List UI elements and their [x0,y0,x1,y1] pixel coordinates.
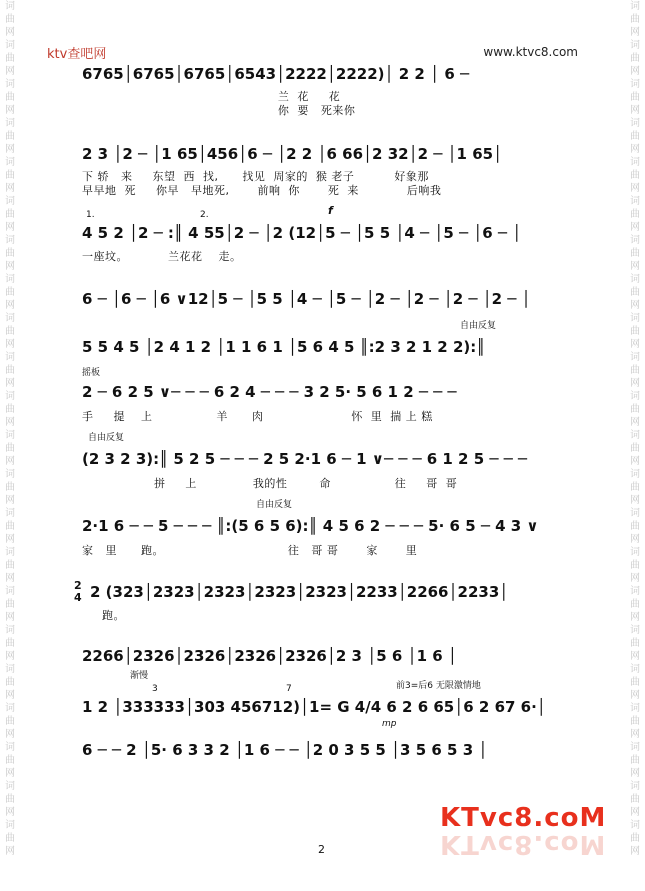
page-number: 2 [318,843,325,856]
watermark-glyph: 词 [630,1,640,12]
watermark-glyph: 网 [630,768,640,779]
watermark-glyph: 曲 [630,521,640,532]
free-repeat-label: 自由反复 [256,500,293,510]
lyrics-line-1: 一座坟。 兰花花 走。 [82,250,242,263]
watermark-glyph: 词 [5,508,15,519]
watermark-glyph: 曲 [630,599,640,610]
watermark-glyph: 曲 [630,560,640,571]
notes-line: 2·1 6 ─ ─ 5 ─ ─ ─ ║:(5 6 5 6):║ 4 5 6 2 ─ ─ ─ 5· 6 5 ─ 4 3 ∨ [82,517,539,535]
watermark-glyph: 网 [630,456,640,467]
watermark-glyph: 词 [630,469,640,480]
watermark-glyph: 词 [630,274,640,285]
watermark-glyph: 网 [5,846,15,857]
free-repeat-label: 自由反复 [460,321,497,331]
dynamic-mezzo-piano: mp [382,719,397,729]
watermark-glyph: 网 [630,300,640,311]
watermark-glyph: 词 [630,40,640,51]
left-watermark-column [2,0,18,858]
notes-line: (2 3 2 3):║ 5 2 5 ─ ─ ─ 2 5 2·1 6 ─ 1 ∨─ ─ ─ 6 1 2 5 ─ ─ ─ [82,450,527,468]
watermark-glyph: 词 [630,313,640,324]
watermark-glyph: 曲 [5,404,15,415]
score-row-5 [82,321,574,363]
score-row-7 [82,433,574,495]
watermark-glyph: 曲 [5,755,15,766]
watermark-glyph: 曲 [5,365,15,376]
free-repeat-label: 自由反复 [88,433,125,443]
notes-line: 6765│6765│6765│6543│2222│2222)│ 2 2 │ 6 ─ [82,65,470,83]
site-url: www.ktvc8.com [483,45,578,59]
watermark-glyph: 词 [5,235,15,246]
watermark-glyph: 网 [5,261,15,272]
watermark-glyph: 曲 [630,677,640,688]
watermark-glyph: 网 [630,261,640,272]
watermark-glyph: 网 [5,573,15,584]
tuplet-mark-7: 7 [286,684,292,694]
score-row-6 [82,368,574,428]
notes-line: 2 (323│2323│2323│2323│2323│2233│2266│2233│ [90,583,509,601]
lyrics-line-1: 手 提 上 羊 肉 怀 里 揣 上 糕 [82,410,433,423]
watermark-glyph: 网 [630,144,640,155]
watermark-glyph: 词 [630,547,640,558]
watermark-glyph: 词 [5,79,15,90]
gradually-slower-mark: 渐慢 [130,671,149,681]
notes-line: 5 5 4 5 │2 4 1 2 │1 1 6 1 │5 6 4 5 ║:2 3 2 1 2 2):║ [82,338,486,356]
watermark-glyph: 网 [5,222,15,233]
watermark-glyph: 网 [630,729,640,740]
watermark-glyph: 词 [5,586,15,597]
watermark-glyph: 网 [5,27,15,38]
lyrics-line-1: 家 里 跑。 往 哥 哥 家 里 [82,544,418,557]
site-logo-reflection: KTvc8.coM [440,829,607,859]
watermark-glyph: 词 [630,742,640,753]
watermark-glyph: 网 [630,534,640,545]
notes-line: 1 2 │333333│303 456712)│1= G 4/4 6 2 6 65│6 2 67 6·│ [82,698,546,716]
notes-line: 6 ─ ─ 2 │5· 6 3 3 2 │1 6 ─ ─ │2 0 3 5 5 │3 5 6 5 3 │ [82,741,488,759]
watermark-glyph: 网 [630,105,640,116]
watermark-glyph: 曲 [5,287,15,298]
watermark-glyph: 词 [630,196,640,207]
watermark-glyph: 词 [5,40,15,51]
watermark-glyph: 曲 [5,560,15,571]
watermark-glyph: 曲 [630,53,640,64]
watermark-glyph: 网 [630,378,640,389]
watermark-glyph: 曲 [5,599,15,610]
key-change-note: 前3=后6 无限激情地 [396,681,481,691]
watermark-glyph: 曲 [5,14,15,25]
watermark-glyph: 词 [5,664,15,675]
watermark-glyph: 曲 [630,794,640,805]
score-row-9 [74,581,574,626]
watermark-glyph: 词 [5,352,15,363]
watermark-glyph: 网 [5,339,15,350]
watermark-glyph: 词 [5,820,15,831]
watermark-glyph: 网 [630,339,640,350]
lyrics-line-1: 兰 花 花 [82,90,341,103]
watermark-glyph: 网 [5,66,15,77]
lyrics-line-1: 跑。 [90,609,125,622]
watermark-glyph: 曲 [630,287,640,298]
watermark-glyph: 词 [5,313,15,324]
notes-line: 2266│2326│2326│2326│2326│2 3 │5 6 │1 6 │ [82,647,457,665]
lyrics-line-2: 你 要 死来你 [82,104,356,117]
watermark-glyph: 词 [630,79,640,90]
watermark-glyph: 网 [5,768,15,779]
score-row-10 [82,645,574,685]
watermark-glyph: 词 [5,547,15,558]
watermark-glyph: 词 [630,430,640,441]
watermark-glyph: 曲 [630,92,640,103]
watermark-glyph: 曲 [630,14,640,25]
right-watermark-column [627,0,643,858]
watermark-glyph: 曲 [5,53,15,64]
watermark-glyph: 网 [630,27,640,38]
watermark-glyph: 曲 [630,209,640,220]
lyrics-line-1: 下 轿 来 东望 西 找, 找见 周家的 猴 老子 好象那 [82,170,429,183]
watermark-glyph: 词 [630,586,640,597]
watermark-glyph: 曲 [5,170,15,181]
watermark-glyph: 网 [630,651,640,662]
watermark-glyph: 曲 [5,482,15,493]
watermark-glyph: 网 [5,495,15,506]
watermark-glyph: 词 [5,742,15,753]
watermark-glyph: 词 [5,1,15,12]
watermark-glyph: 词 [630,391,640,402]
watermark-glyph: 网 [630,183,640,194]
notes-line: 4 5 2 │2 ─ :║ 4 55│2 ─ │2 (12│5 ─ │5 5 │4 ─ │5 ─ │6 ─ │ [82,224,522,242]
watermark-glyph: 词 [5,430,15,441]
watermark-glyph: 网 [5,729,15,740]
watermark-glyph: 网 [630,846,640,857]
watermark-glyph: 网 [5,183,15,194]
score-row-2 [82,143,574,203]
watermark-glyph: 曲 [5,209,15,220]
score-row-12 [82,739,574,779]
watermark-glyph: 词 [5,781,15,792]
lyrics-line-2: 早早地 死 你早 早地死, 前响 你 死 来 后响我 [82,184,442,197]
watermark-glyph: 网 [5,105,15,116]
watermark-glyph: 曲 [5,326,15,337]
watermark-glyph: 曲 [630,326,640,337]
site-brand-left: ktv查吧网 [47,47,107,62]
watermark-glyph: 词 [5,157,15,168]
watermark-glyph: 词 [630,235,640,246]
watermark-glyph: 词 [5,196,15,207]
score-row-11 [82,681,574,733]
tempo-mark-yaoban: 摇板 [82,368,101,378]
watermark-glyph: 曲 [5,794,15,805]
watermark-glyph: 曲 [630,755,640,766]
score-row-1 [82,63,574,123]
watermark-glyph: 曲 [5,443,15,454]
notes-line: 2 3 │2 ─ │1 65│456│6 ─ │2 2 │6 66│2 32│2 ─ │1 65│ [82,145,503,163]
volta-1-label: 1. [86,210,95,220]
volta-2-label: 2. [200,210,209,220]
watermark-glyph: 网 [5,651,15,662]
watermark-glyph: 词 [5,469,15,480]
watermark-glyph: 词 [630,118,640,129]
watermark-glyph: 曲 [5,716,15,727]
watermark-glyph: 网 [630,222,640,233]
watermark-glyph: 曲 [5,92,15,103]
watermark-glyph: 网 [5,807,15,818]
watermark-glyph: 曲 [630,365,640,376]
watermark-glyph: 曲 [630,716,640,727]
time-signature-top: 2 [74,579,82,592]
watermark-glyph: 网 [5,144,15,155]
watermark-glyph: 曲 [5,638,15,649]
watermark-glyph: 网 [5,378,15,389]
watermark-glyph: 曲 [630,638,640,649]
watermark-glyph: 网 [5,690,15,701]
time-signature-bottom: 4 [74,591,82,604]
notes-line: 6 ─ │6 ─ │6 ∨12│5 ─ │5 5 │4 ─ │5 ─ │2 ─ │2 ─ │2 ─ │2 ─ │ [82,290,531,308]
watermark-glyph: 曲 [630,248,640,259]
watermark-glyph: 词 [630,352,640,363]
watermark-glyph: 词 [630,157,640,168]
watermark-glyph: 词 [630,625,640,636]
watermark-glyph: 曲 [630,404,640,415]
watermark-glyph: 网 [5,417,15,428]
watermark-glyph: 网 [630,573,640,584]
watermark-glyph: 词 [5,118,15,129]
watermark-glyph: 曲 [630,482,640,493]
watermark-glyph: 词 [5,391,15,402]
watermark-glyph: 曲 [5,521,15,532]
score-row-4 [82,288,574,318]
watermark-glyph: 网 [630,612,640,623]
score-row-8 [82,500,574,563]
watermark-glyph: 网 [630,417,640,428]
watermark-glyph: 网 [630,807,640,818]
watermark-glyph: 曲 [5,248,15,259]
watermark-glyph: 曲 [630,833,640,844]
watermark-glyph: 词 [630,820,640,831]
dynamic-forte: f [328,204,333,217]
lyrics-line-1: 拼 上 我的性 命 往 哥 哥 [82,477,458,490]
site-logo: KTvc8.coM [440,803,607,833]
watermark-glyph: 词 [630,703,640,714]
watermark-glyph: 网 [630,495,640,506]
tuplet-mark: 3 [152,684,158,694]
watermark-glyph: 网 [5,534,15,545]
watermark-glyph: 网 [5,456,15,467]
watermark-glyph: 词 [630,781,640,792]
watermark-glyph: 网 [5,300,15,311]
notes-line: 2 ─ 6 2 5 ∨─ ─ ─ 6 2 4 ─ ─ ─ 3 2 5· 5 6 1 2 ─ ─ ─ [82,383,457,401]
watermark-glyph: 词 [630,664,640,675]
watermark-glyph: 网 [5,612,15,623]
watermark-glyph: 曲 [5,833,15,844]
watermark-glyph: 曲 [5,677,15,688]
watermark-glyph: 词 [630,508,640,519]
watermark-glyph: 曲 [630,170,640,181]
watermark-glyph: 曲 [630,443,640,454]
watermark-glyph: 网 [630,66,640,77]
watermark-glyph: 网 [630,690,640,701]
watermark-glyph: 词 [5,703,15,714]
watermark-glyph: 词 [5,274,15,285]
score-row-3 [82,204,574,268]
watermark-glyph: 词 [5,625,15,636]
watermark-glyph: 曲 [630,131,640,142]
watermark-glyph: 曲 [5,131,15,142]
